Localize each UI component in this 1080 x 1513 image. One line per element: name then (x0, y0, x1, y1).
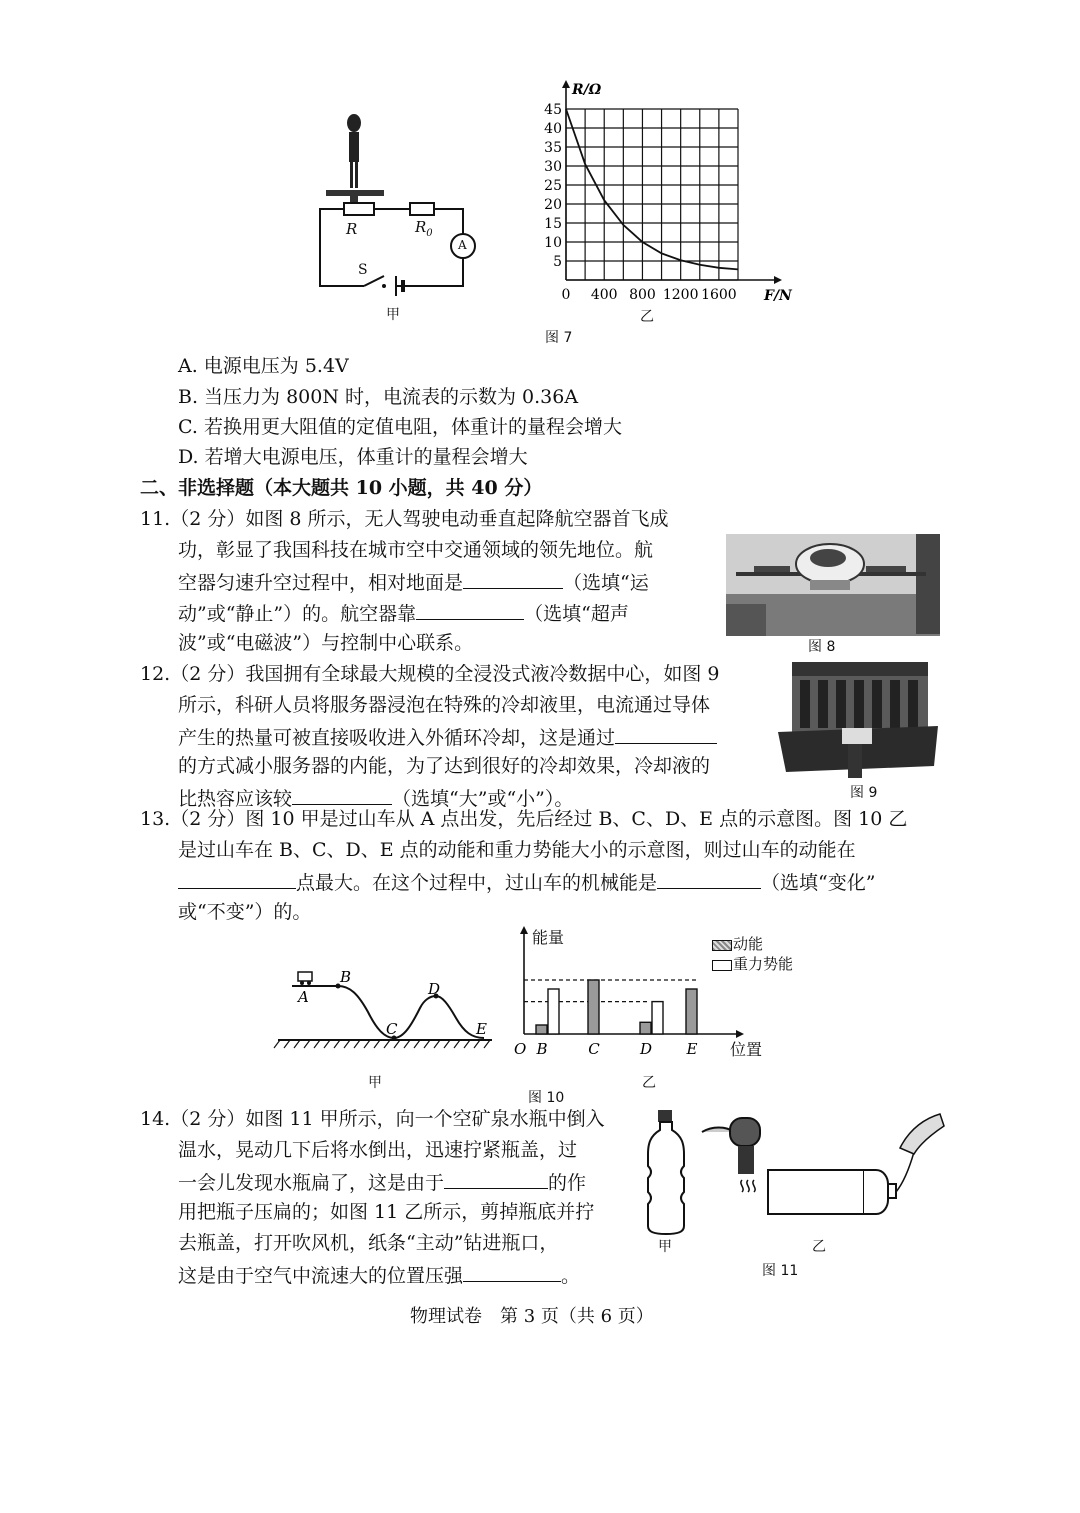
legend-kinetic-swatch (712, 940, 732, 951)
fig7-caption: 图 7 (545, 330, 573, 346)
fig10-track-diagram (272, 966, 500, 1056)
fig11-right-caption: 乙 (812, 1239, 826, 1255)
q14-line-3: 一会儿发现水瓶扁了，这是由于 的作 (178, 1172, 587, 1194)
fig8-aircraft-photo (726, 534, 940, 636)
fig11-caption: 图 11 (762, 1263, 799, 1279)
fig11-dryer-bottle-diagram (700, 1108, 946, 1242)
q10-option-c: C. 若换用更大阻值的定值电阻，体重计的量程会增大 (178, 416, 622, 438)
position-tick-b: B (536, 1040, 548, 1058)
kinetic-bar-b (536, 1025, 547, 1034)
q12-line-3: 产生的热量可被直接吸收进入外循环冷却，这是通过 (178, 727, 717, 748)
q12-answer-blank-2[interactable] (292, 788, 392, 805)
fig11-bottle-icon (640, 1108, 692, 1238)
q11-line-1: 11.（2 分）如图 8 所示，无人驾驶电动垂直起降航空器首飞成 (140, 508, 669, 530)
q13-line-1: 13.（2 分）图 10 甲是过山车从 A 点出发，先后经过 B、C、D、E 点的示意图。图 10 乙 (140, 808, 908, 830)
ammeter-label: A (458, 238, 467, 252)
q14-line-1: 14.（2 分）如图 11 甲所示，向一个空矿泉水瓶中倒入 (140, 1108, 605, 1130)
fig10-caption: 图 10 (528, 1090, 565, 1106)
fig7-right-caption: 乙 (640, 309, 654, 325)
q12-line-5: 比热容应该较 （选填“大”或“小”）。 (178, 788, 574, 810)
resistor-r0-label: $R_0$ (415, 218, 433, 239)
y-tick-label: 30 (544, 159, 562, 175)
section-2-heading: 二、非选择题（本大题共 10 小题，共 40 分） (140, 477, 543, 499)
q11-line-2: 功，彰显了我国科技在城市空中交通领域的领先地位。航 (178, 539, 654, 561)
x-axis-label: F/N (764, 288, 792, 304)
x-axis-arrow (774, 276, 782, 284)
page-footer: 物理试卷 第 3 页（共 6 页） (410, 1306, 654, 1327)
q10-option-a: A. 电源电压为 5.4V (178, 355, 349, 377)
q13-line-2: 是过山车在 B、C、D、E 点的动能和重力势能大小的示意图，则过山车的动能在 (178, 839, 856, 861)
q11-line-4: 动”或“静止”）的。航空器靠 （选填“超声 (178, 603, 629, 625)
point-e-label: E (476, 1020, 487, 1038)
x-tick-label: 0 (561, 287, 571, 303)
switch-label: S (358, 262, 368, 278)
position-tick-c: C (588, 1040, 600, 1058)
position-tick-d: D (639, 1040, 653, 1058)
fig9-caption: 图 9 (850, 785, 878, 801)
fig10-left-caption: 甲 (368, 1075, 382, 1091)
resistor-r-label: R (346, 220, 358, 238)
point-d-label: D (428, 980, 441, 998)
y-tick-label: 40 (544, 121, 562, 137)
q11-answer-blank-2[interactable] (416, 603, 524, 620)
q13-answer-blank-2[interactable] (657, 872, 761, 889)
potential-bar-d (652, 1002, 663, 1034)
fig11-left-caption: 甲 (658, 1239, 672, 1255)
point-a-label: A (298, 988, 309, 1006)
position-tick-e: E (686, 1040, 698, 1058)
x-tick-label: 400 (590, 287, 618, 303)
q12-line-4: 的方式减小服务器的内能，为了达到很好的冷却效果，冷却液的 (178, 755, 711, 777)
kinetic-bar-d (640, 1022, 651, 1034)
kinetic-bar-e (686, 989, 697, 1034)
y-tick-label: 25 (544, 178, 562, 194)
q12-line-2: 所示，科研人员将服务器浸泡在特殊的冷却液里，电流通过导体 (178, 694, 711, 716)
q11-line-5: 波”或“电磁波”）与控制中心联系。 (178, 632, 474, 654)
y-tick-label: 20 (544, 197, 562, 213)
fig10-right-caption: 乙 (642, 1075, 656, 1091)
coaster-car-icon (298, 972, 312, 981)
y-tick-label: 5 (553, 254, 562, 270)
q14-line-4: 用把瓶子压扁的；如图 11 乙所示，剪掉瓶底并拧 (178, 1201, 595, 1223)
potential-bar-b (548, 989, 559, 1034)
person-figure (347, 114, 361, 188)
y-tick-label: 10 (544, 235, 562, 251)
energy-axis-label: 能量 (532, 928, 565, 947)
fig7-rf-chart (530, 78, 800, 308)
q12-answer-blank-1[interactable] (615, 727, 717, 744)
fig8-caption: 图 8 (808, 639, 836, 655)
q14-answer-blank-1[interactable] (444, 1172, 548, 1189)
q14-line-6: 这是由于空气中流速大的位置压强 。 (178, 1265, 581, 1287)
q14-line-2: 温水，晃动几下后将水倒出，迅速拧紧瓶盖，过 (178, 1139, 578, 1161)
q14-line-5: 去瓶盖，打开吹风机，纸条“主动”钻进瓶口， (178, 1232, 559, 1254)
legend-potential-swatch (712, 960, 732, 971)
y-axis-label: R/Ω (572, 82, 602, 98)
y-tick-label: 15 (544, 216, 562, 232)
y-tick-label: 35 (544, 140, 562, 156)
q10-option-d: D. 若增大电源电压，体重计的量程会增大 (178, 446, 528, 468)
legend-potential-label: 重力势能 (733, 955, 794, 973)
q11-answer-blank-1[interactable] (463, 572, 563, 589)
point-b-label: B (340, 968, 352, 986)
kinetic-bar-c (588, 980, 599, 1034)
y-axis-arrow (562, 80, 570, 88)
energy-y-axis-arrow (520, 926, 528, 934)
q12-line-1: 12.（2 分）我国拥有全球最大规模的全浸没式液冷数据中心，如图 9 (140, 663, 720, 685)
x-tick-label: 800 (629, 287, 656, 303)
q10-option-b: B. 当压力为 800N 时，电流表的示数为 0.36A (178, 386, 579, 408)
q13-line-3: 点最大。在这个过程中，过山车的机械能是 （选填“变化” (178, 872, 875, 893)
fig9-server-photo (778, 662, 938, 780)
point-c-label: C (386, 1020, 398, 1038)
fig7-circuit (300, 110, 490, 330)
x-tick-label: 1200 (662, 287, 699, 303)
rf-curve-line (566, 109, 738, 269)
origin-label: O (514, 1040, 527, 1058)
q13-answer-blank-1[interactable] (178, 872, 296, 889)
energy-x-axis-arrow (736, 1030, 744, 1038)
q13-line-4: 或“不变”）的。 (178, 901, 312, 923)
q14-answer-blank-2[interactable] (463, 1265, 561, 1282)
hair-dryer-icon (730, 1118, 760, 1174)
q11-line-3: 空器匀速升空过程中，相对地面是 （选填“运 (178, 572, 649, 594)
fig7-left-caption: 甲 (386, 307, 400, 323)
x-tick-label: 1600 (701, 287, 737, 303)
position-axis-label: 位置 (730, 1040, 763, 1059)
y-tick-label: 45 (544, 102, 562, 118)
legend-kinetic-label: 动能 (733, 935, 764, 953)
